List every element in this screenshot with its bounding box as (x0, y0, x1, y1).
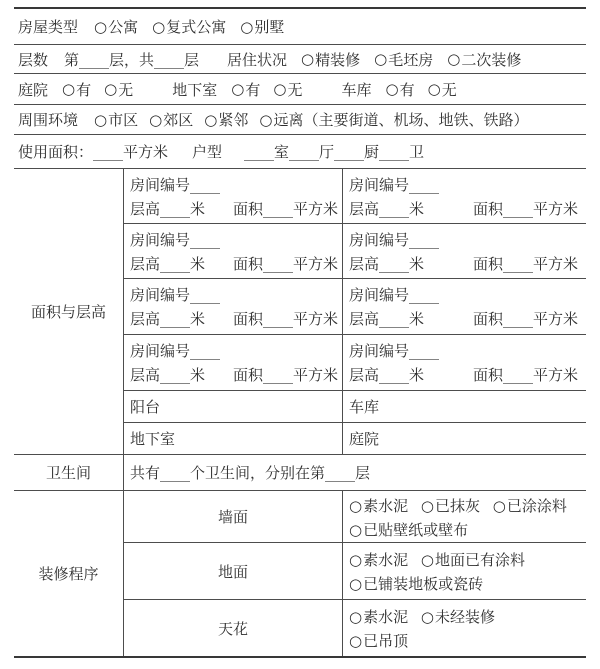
radio-option-basement-yes[interactable] (231, 79, 260, 100)
floor-options-line-2 (349, 572, 586, 596)
radio-option-garage-no[interactable] (428, 79, 457, 100)
radio-option-ceiling-suspended[interactable] (349, 629, 408, 653)
basement-cell (124, 423, 342, 454)
radio-option-duplex-apartment[interactable] (152, 16, 226, 37)
living-status-label: 居住状况 (227, 50, 288, 69)
radio-option-courtyard-no[interactable] (104, 79, 133, 100)
environment-note: （主要街道、机场、地铁、铁路） (303, 111, 529, 129)
option-label: 素水泥 (363, 551, 409, 569)
option-label: 无 (118, 80, 134, 99)
room-number-field[interactable]: 房间编号____ (130, 342, 221, 360)
bathroom-content (124, 455, 586, 490)
radio-option-bare-shell[interactable] (374, 49, 433, 70)
radio-icon: ○ (447, 50, 461, 68)
radio-option-ceiling-plain-cement[interactable] (349, 605, 408, 629)
option-label: 已贴壁纸或壁布 (363, 520, 469, 539)
option-label: 已吊顶 (363, 632, 409, 650)
unit-layout-label: 户型 (192, 143, 223, 161)
house-type-label: 房屋类型 (18, 18, 79, 36)
radio-option-urban[interactable] (94, 109, 138, 130)
room-number-field[interactable]: 房间编号____ (130, 176, 221, 194)
radio-icon: ○ (427, 80, 441, 98)
radio-icon: ○ (349, 496, 363, 515)
radio-icon: ○ (94, 17, 108, 36)
radio-option-refined-decoration[interactable] (301, 49, 360, 70)
ceiling-options-line-2 (349, 629, 586, 653)
radio-icon: ○ (349, 551, 363, 569)
option-label: 无 (287, 80, 303, 99)
wall-label: 墙面 (217, 508, 248, 526)
room-area-field[interactable]: 面积____平方米 (232, 310, 338, 328)
row-floors-status (14, 45, 586, 74)
radio-icon: ○ (204, 110, 218, 129)
room-measurements (349, 363, 578, 387)
ceiling-options-cell (342, 600, 586, 656)
radio-option-adjacent[interactable] (204, 109, 248, 130)
room-measurements (130, 307, 338, 331)
housing-info-form (14, 7, 586, 658)
option-label: 素水泥 (363, 496, 409, 515)
room-height-field[interactable]: 层高____米 (349, 366, 425, 384)
basement-label: 地下室 (172, 80, 218, 99)
option-label: 远离 (273, 111, 304, 129)
radio-icon: ○ (301, 50, 315, 68)
option-label: 素水泥 (363, 608, 409, 626)
radio-option-courtyard-yes[interactable] (62, 79, 91, 100)
room-number-field[interactable]: 房间编号____ (130, 286, 221, 304)
usable-area-field[interactable]: ____平方米 (93, 143, 169, 161)
room-number-field[interactable]: 房间编号____ (349, 342, 440, 360)
radio-icon: ○ (420, 608, 434, 626)
radio-option-apartment[interactable] (94, 16, 138, 37)
room-area-field[interactable]: 面积____平方米 (472, 255, 578, 273)
radio-option-floor-tiled[interactable] (349, 572, 483, 596)
room-area-field[interactable]: 面积____平方米 (232, 366, 338, 384)
ceiling-options-line-1 (349, 605, 586, 629)
radio-option-wall-plastered[interactable] (421, 494, 480, 518)
decoration-section-label: 装修程序 (14, 491, 124, 656)
unit-layout-field[interactable]: ____室____厅____厨____卫 (244, 143, 425, 161)
room-area-field[interactable]: 面积____平方米 (472, 310, 578, 328)
room-cell (124, 335, 342, 391)
radio-icon: ○ (374, 50, 388, 68)
option-label: 二次装修 (461, 50, 522, 69)
room-area-field[interactable]: 面积____平方米 (472, 366, 578, 384)
radio-option-basement-no[interactable] (273, 79, 302, 100)
room-number-field[interactable]: 房间编号____ (130, 231, 221, 249)
option-label: 别墅 (254, 18, 285, 36)
radio-icon: ○ (240, 17, 254, 36)
basement-label: 地下室 (130, 430, 176, 448)
garage-group (341, 79, 469, 100)
floor-options-line-1 (349, 548, 586, 572)
decoration-section (14, 491, 586, 656)
radio-icon: ○ (420, 551, 434, 569)
room-height-field[interactable]: 层高____米 (130, 255, 206, 273)
option-label: 未经装修 (434, 608, 495, 626)
balcony-label: 阳台 (130, 398, 161, 416)
radio-icon: ○ (349, 575, 363, 593)
room-number-field[interactable]: 房间编号____ (349, 231, 440, 249)
radio-option-wall-wallpapered[interactable] (349, 518, 468, 542)
radio-icon: ○ (149, 110, 163, 129)
room-area-field[interactable]: 面积____平方米 (232, 200, 338, 218)
radio-icon: ○ (62, 80, 76, 98)
option-label: 精装修 (315, 50, 361, 69)
option-label: 市区 (108, 111, 139, 129)
room-area-field[interactable]: 面积____平方米 (232, 255, 338, 273)
area-height-section-label: 面积与层高 (14, 169, 124, 454)
room-measurements (130, 363, 338, 387)
floor-number-field[interactable]: 第____层，共____层 (64, 50, 200, 69)
radio-icon: ○ (420, 496, 434, 515)
radio-option-villa[interactable] (240, 16, 284, 37)
radio-option-floor-plain-cement[interactable] (349, 548, 408, 572)
bathroom-row (14, 455, 586, 491)
room-number-field[interactable]: 房间编号____ (349, 176, 440, 194)
floors-label: 层数 (18, 50, 49, 69)
option-label: 公寓 (108, 18, 139, 36)
radio-icon: ○ (349, 520, 363, 539)
option-label: 复式公寓 (166, 18, 227, 36)
courtyard-label: 庭院 (349, 430, 380, 448)
radio-option-wall-plain-cement[interactable] (349, 494, 408, 518)
room-height-field[interactable]: 层高____米 (130, 200, 206, 218)
radio-icon: ○ (385, 80, 399, 98)
room-height-field[interactable]: 层高____米 (349, 310, 425, 328)
option-label: 有 (76, 80, 92, 99)
option-label: 毛坯房 (388, 50, 434, 69)
wall-label-cell (124, 491, 342, 543)
radio-option-second-decoration[interactable] (447, 49, 521, 70)
radio-icon: ○ (492, 496, 506, 515)
bathroom-label: 卫生间 (14, 455, 124, 490)
option-label: 已抹灰 (434, 496, 480, 515)
radio-option-floor-painted[interactable] (421, 548, 525, 572)
radio-icon: ○ (349, 608, 363, 626)
row-house-type (14, 9, 586, 45)
option-label: 有 (399, 80, 415, 99)
radio-icon: ○ (104, 80, 118, 98)
room-area-field[interactable]: 面积____平方米 (472, 200, 578, 218)
radio-option-garage-yes[interactable] (385, 79, 414, 100)
room-cell (342, 169, 586, 224)
radio-option-far-away[interactable] (259, 109, 303, 130)
option-label: 郊区 (163, 111, 194, 129)
courtyard-group (18, 79, 146, 100)
radio-icon: ○ (94, 110, 108, 129)
ceiling-label: 天花 (217, 619, 248, 638)
room-measurements (349, 307, 578, 331)
option-label: 有 (245, 80, 261, 99)
courtyard-label: 庭院 (18, 80, 49, 99)
courtyard-cell (342, 423, 586, 454)
basement-group (172, 79, 315, 100)
radio-icon: ○ (259, 110, 273, 129)
room-cell (342, 224, 586, 279)
wall-options-line-2 (349, 518, 586, 542)
option-label: 无 (441, 80, 457, 99)
area-height-section (14, 169, 586, 455)
bathroom-count-field[interactable]: 共有____个卫生间，分别在第____层 (130, 464, 371, 482)
room-measurements (349, 197, 578, 221)
room-height-field[interactable]: 层高____米 (349, 255, 425, 273)
row-features (14, 74, 586, 105)
row-environment (14, 105, 586, 135)
radio-icon: ○ (273, 80, 287, 98)
radio-icon: ○ (152, 17, 166, 36)
usable-area-label: 使用面积： (18, 143, 94, 161)
room-height-field[interactable]: 层高____米 (130, 366, 206, 384)
radio-option-suburban[interactable] (149, 109, 193, 130)
room-cell (124, 169, 342, 224)
room-height-field[interactable]: 层高____米 (130, 310, 206, 328)
room-cell (342, 335, 586, 391)
garage-label: 车库 (349, 398, 380, 416)
radio-option-ceiling-undecorated[interactable] (421, 605, 495, 629)
room-cell (124, 224, 342, 279)
room-cell (342, 279, 586, 335)
radio-option-wall-painted[interactable] (493, 494, 567, 518)
room-cell (124, 279, 342, 335)
room-measurements (130, 252, 338, 276)
option-label: 已涂涂料 (506, 496, 567, 515)
room-measurements (349, 252, 578, 276)
option-label: 紧邻 (218, 111, 249, 129)
wall-options-line-1 (349, 494, 586, 518)
ceiling-label-cell (124, 600, 342, 656)
option-label: 地面已有涂料 (434, 551, 525, 569)
room-measurements (130, 197, 338, 221)
room-height-field[interactable]: 层高____米 (349, 200, 425, 218)
floor-label: 地面 (217, 562, 248, 581)
option-label: 已铺装地板或瓷砖 (363, 575, 484, 593)
environment-label: 周围环境 (18, 111, 79, 129)
garage-label: 车库 (341, 80, 372, 99)
floor-options-cell (342, 543, 586, 600)
wall-options-cell (342, 491, 586, 543)
garage-cell (342, 391, 586, 423)
row-usable-area (14, 135, 586, 169)
room-number-field[interactable]: 房间编号____ (349, 286, 440, 304)
floor-label-cell (124, 543, 342, 600)
radio-icon: ○ (349, 632, 363, 650)
radio-icon: ○ (231, 80, 245, 98)
balcony-cell (124, 391, 342, 423)
